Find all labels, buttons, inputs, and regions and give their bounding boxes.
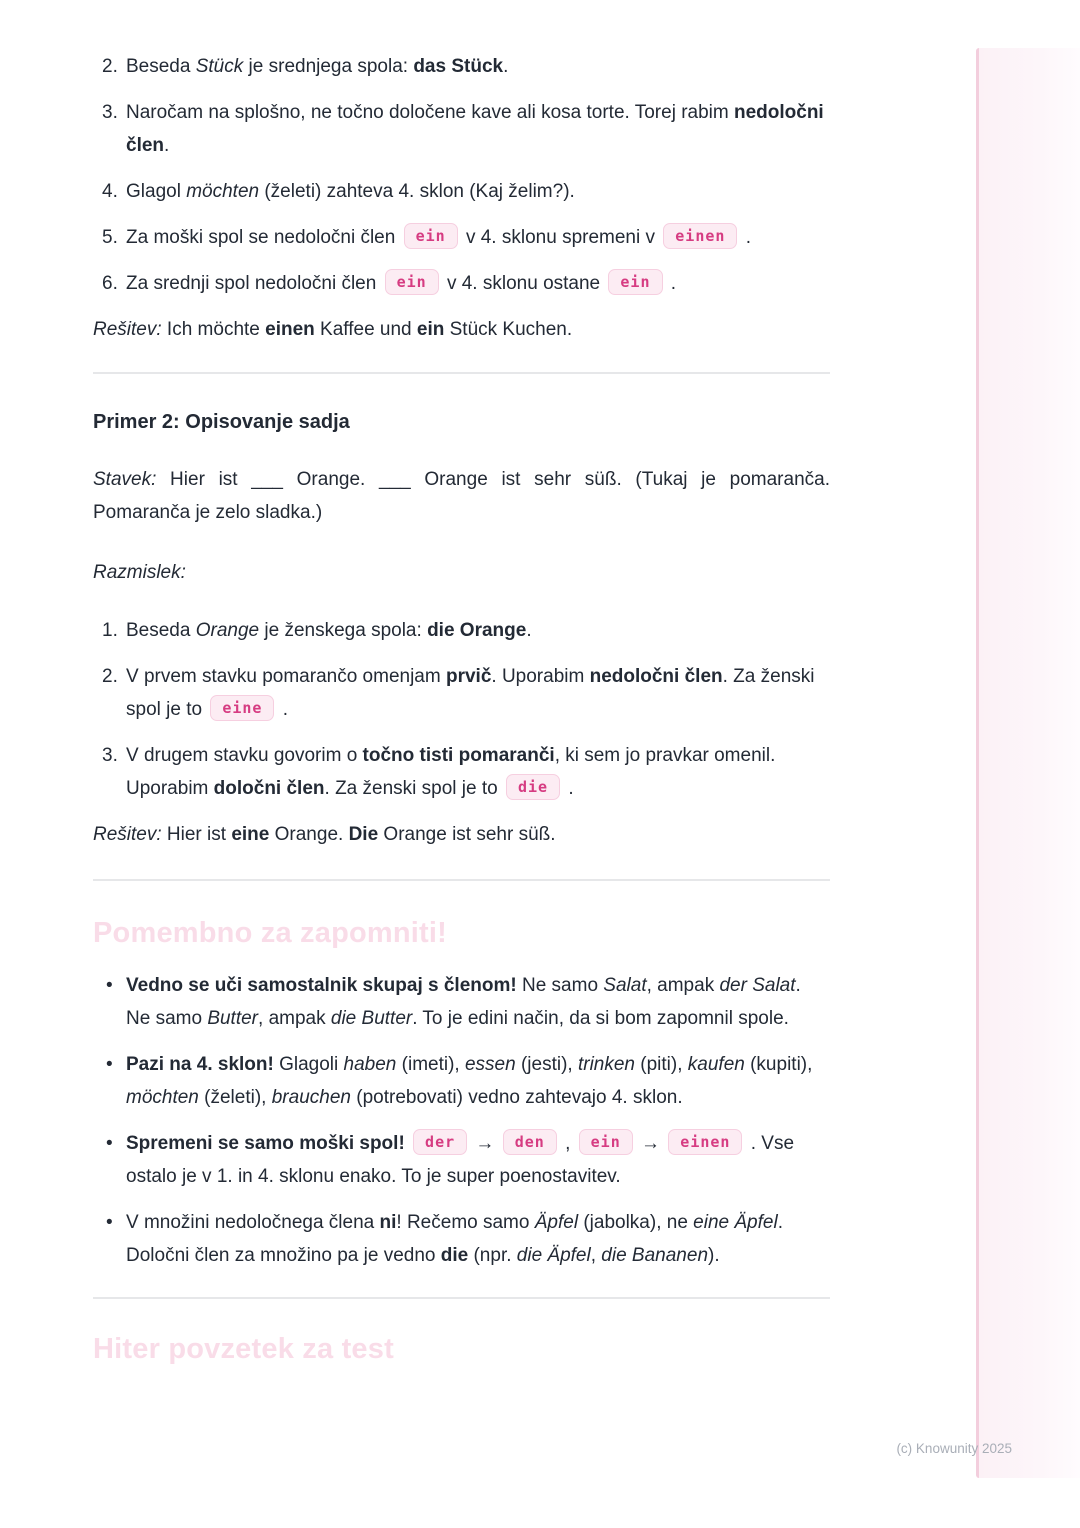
- text-segment: v 4. sklonu spremeni v: [460, 227, 661, 248]
- text-segment: .: [503, 56, 509, 77]
- text-segment: Ich möchte: [161, 319, 266, 340]
- list-item: [93, 50, 830, 83]
- text-segment: brauchen: [271, 1087, 351, 1108]
- text-segment: die Bananen: [601, 1245, 709, 1266]
- text-segment: Orange ist sehr süß.: [378, 824, 556, 845]
- text-segment: Stück: [195, 56, 244, 77]
- text-segment: die Butter: [330, 1008, 413, 1029]
- text-segment: die Äpfel: [516, 1245, 591, 1266]
- text-segment: ni: [379, 1212, 397, 1233]
- text-segment: . Za ženski spol je to: [324, 778, 503, 799]
- code-chip: ein: [608, 269, 662, 295]
- primer2-heading: Primer 2: Opisovanje sadja: [93, 411, 350, 433]
- text-segment: Za moški spol se nedoločni člen: [126, 227, 401, 248]
- bullet-list: [93, 969, 830, 1272]
- text-segment: Beseda: [126, 620, 196, 641]
- divider: [93, 372, 830, 374]
- text-segment: essen: [464, 1054, 516, 1075]
- list-item: [93, 739, 830, 805]
- text-segment: . Za ženski spol je to: [126, 666, 815, 720]
- text-segment: Kaffee und: [314, 319, 417, 340]
- text-segment: [405, 1133, 410, 1154]
- code-chip: eine: [210, 695, 274, 721]
- list-item: [93, 969, 830, 1035]
- text-segment: . Določni člen za množino pa je vedno: [126, 1212, 783, 1266]
- text-segment: (npr.: [468, 1245, 517, 1266]
- list-item: [93, 1127, 830, 1193]
- text-segment: einen: [265, 319, 315, 340]
- list-item-text: [126, 221, 830, 254]
- text-segment: eine: [231, 824, 270, 845]
- text-segment: (jesti),: [515, 1054, 578, 1075]
- copyright-notice: (c) Knowunity 2025: [896, 1441, 1012, 1456]
- text-segment: , ampak: [258, 1008, 331, 1029]
- text-segment: Pazi na 4. sklon!: [126, 1054, 274, 1075]
- code-chip: ein: [385, 269, 439, 295]
- resitev-line: [93, 313, 830, 346]
- list-item-text: [126, 267, 830, 300]
- text-segment: möchten: [126, 1087, 199, 1108]
- text-segment: die: [440, 1245, 469, 1266]
- page-edge-decoration: [976, 48, 1080, 1478]
- list-item: [93, 175, 830, 208]
- text-segment: die Orange: [427, 620, 527, 641]
- code-chip: der: [413, 1129, 467, 1155]
- code-chip: ein: [579, 1129, 633, 1155]
- text-segment: Orange.: [269, 824, 349, 845]
- bullet-marker: •: [106, 975, 113, 996]
- code-chip: einen: [663, 223, 737, 249]
- text-segment: .: [164, 135, 170, 156]
- text-segment: Vedno se uči samostalnik skupaj s členom!: [126, 975, 517, 996]
- text-segment: , ampak: [646, 975, 720, 996]
- text-segment: haben: [343, 1054, 397, 1075]
- text-segment: . To je edini način, da si bom zapomnil spole.: [412, 1008, 789, 1029]
- bullet-marker: •: [106, 1212, 113, 1233]
- text-segment: .: [277, 699, 289, 720]
- list-item: [93, 267, 830, 300]
- list-item: [93, 96, 830, 162]
- text-segment: V drugem stavku govorim o: [126, 745, 363, 766]
- text-segment: določni člen: [213, 778, 325, 799]
- list-number: 5.: [102, 227, 118, 248]
- text-segment: trinken: [577, 1054, 635, 1075]
- text-segment: (jabolka), ne: [578, 1212, 694, 1233]
- text-segment: Naročam na splošno, ne točno določene kave ali kosa torte. Torej rabim: [126, 102, 734, 123]
- text-segment: (želeti) zahteva 4. sklon (Kaj želim?).: [259, 181, 575, 202]
- divider: [93, 879, 830, 881]
- text-segment: je srednjega spola:: [243, 56, 414, 77]
- list-item: [93, 1206, 830, 1272]
- text-segment: . Uporabim: [491, 666, 590, 687]
- text-segment: . Vse ostalo je v 1. in 4. sklonu enako. To je super poenostavitev.: [126, 1133, 795, 1187]
- text-segment: Hier ist: [161, 824, 232, 845]
- text-segment: der Salat: [719, 975, 796, 996]
- text-segment: Razmislek:: [93, 562, 186, 583]
- text-segment: Butter: [207, 1008, 259, 1029]
- list-item-text: [126, 1127, 830, 1193]
- text-segment: Glagoli: [273, 1054, 344, 1075]
- text-segment: ! Rečemo samo: [396, 1212, 535, 1233]
- text-segment: Hier ist ___ Orange. ___ Orange ist sehr süß. (Tukaj je pomaranča. Pomaranča je zelo sladka.): [93, 469, 830, 523]
- bullet-marker: •: [106, 1133, 113, 1154]
- text-segment: Za srednji spol nedoločni člen: [126, 273, 382, 294]
- list-number: 6.: [102, 273, 118, 294]
- divider: [93, 1297, 830, 1299]
- text-segment: nedoločni člen: [126, 102, 824, 156]
- text-segment: eine Äpfel: [693, 1212, 778, 1233]
- text-segment: ).: [708, 1245, 720, 1266]
- text-segment: . Ne samo: [126, 975, 801, 1029]
- text-segment: →: [635, 1133, 666, 1154]
- text-segment: kaufen: [687, 1054, 745, 1075]
- list-item: [93, 614, 830, 647]
- text-segment: .: [563, 778, 574, 799]
- text-segment: Salat: [603, 975, 647, 996]
- text-segment: Spremeni se samo moški spol!: [126, 1133, 405, 1154]
- text-segment: nedoločni člen: [589, 666, 723, 687]
- list-item: [93, 1048, 830, 1114]
- pomembno-heading: Pomembno za zapomniti!: [93, 917, 448, 949]
- list-number: 4.: [102, 181, 118, 202]
- list-item: [93, 660, 830, 726]
- numbered-list-primer2: [93, 614, 830, 805]
- stavek-paragraph: [93, 463, 830, 529]
- text-segment: Orange: [195, 620, 260, 641]
- text-segment: Rešitev:: [93, 319, 162, 340]
- list-item-text: [126, 660, 830, 726]
- list-item-text: [126, 1206, 830, 1272]
- text-segment: .: [526, 620, 532, 641]
- content-column: [93, 50, 830, 1367]
- text-segment: Glagol: [126, 181, 187, 202]
- list-item-text: [126, 50, 830, 83]
- text-segment: v 4. sklonu ostane: [441, 273, 606, 294]
- hiter-heading: Hiter povzetek za test: [93, 1333, 394, 1365]
- text-segment: möchten: [186, 181, 260, 202]
- text-segment: je ženskega spola:: [259, 620, 428, 641]
- text-segment: prvič: [445, 666, 492, 687]
- code-chip: ein: [404, 223, 458, 249]
- list-number: 1.: [102, 620, 118, 641]
- list-item-text: [126, 614, 830, 647]
- text-segment: Die: [348, 824, 379, 845]
- code-chip: die: [506, 774, 560, 800]
- list-item-text: [126, 969, 830, 1035]
- razmislek-label: [93, 556, 830, 589]
- list-item: [93, 221, 830, 254]
- text-segment: Stück Kuchen.: [444, 319, 573, 340]
- text-segment: Stavek:: [93, 469, 157, 490]
- text-segment: (potrebovati) vedno zahtevajo 4. sklon.: [350, 1087, 683, 1108]
- text-segment: →: [470, 1133, 500, 1154]
- text-segment: (imeti),: [396, 1054, 465, 1075]
- text-segment: točno tisti pomaranči: [362, 745, 555, 766]
- text-segment: Ne samo: [516, 975, 604, 996]
- numbered-list-primer1: [93, 50, 830, 300]
- list-item-text: [126, 96, 830, 162]
- resitev-line: [93, 818, 830, 851]
- list-item-text: [126, 175, 830, 208]
- text-segment: .: [665, 273, 677, 294]
- text-segment: (kupiti),: [744, 1054, 813, 1075]
- text-segment: V prvem stavku pomarančo omenjam: [126, 666, 446, 687]
- text-segment: ,: [559, 1133, 576, 1154]
- text-segment: Rešitev:: [93, 824, 162, 845]
- bullet-marker: •: [106, 1054, 113, 1075]
- text-segment: , ki sem jo pravkar omenil. Uporabim: [126, 745, 776, 799]
- list-number: 3.: [102, 102, 118, 123]
- text-segment: Äpfel: [534, 1212, 579, 1233]
- text-segment: ein: [416, 319, 445, 340]
- list-number: 2.: [102, 56, 118, 77]
- text-segment: V množini nedoločnega člena: [126, 1212, 380, 1233]
- list-number: 3.: [102, 745, 118, 766]
- code-chip: einen: [668, 1129, 742, 1155]
- text-segment: ,: [590, 1245, 602, 1266]
- code-chip: den: [503, 1129, 557, 1155]
- list-number: 2.: [102, 666, 118, 687]
- list-item-text: [126, 739, 830, 805]
- text-segment: .: [740, 227, 751, 248]
- text-segment: das Stück: [413, 56, 504, 77]
- list-item-text: [126, 1048, 830, 1114]
- text-segment: Beseda: [126, 56, 196, 77]
- text-segment: (želeti),: [198, 1087, 272, 1108]
- text-segment: (piti),: [635, 1054, 688, 1075]
